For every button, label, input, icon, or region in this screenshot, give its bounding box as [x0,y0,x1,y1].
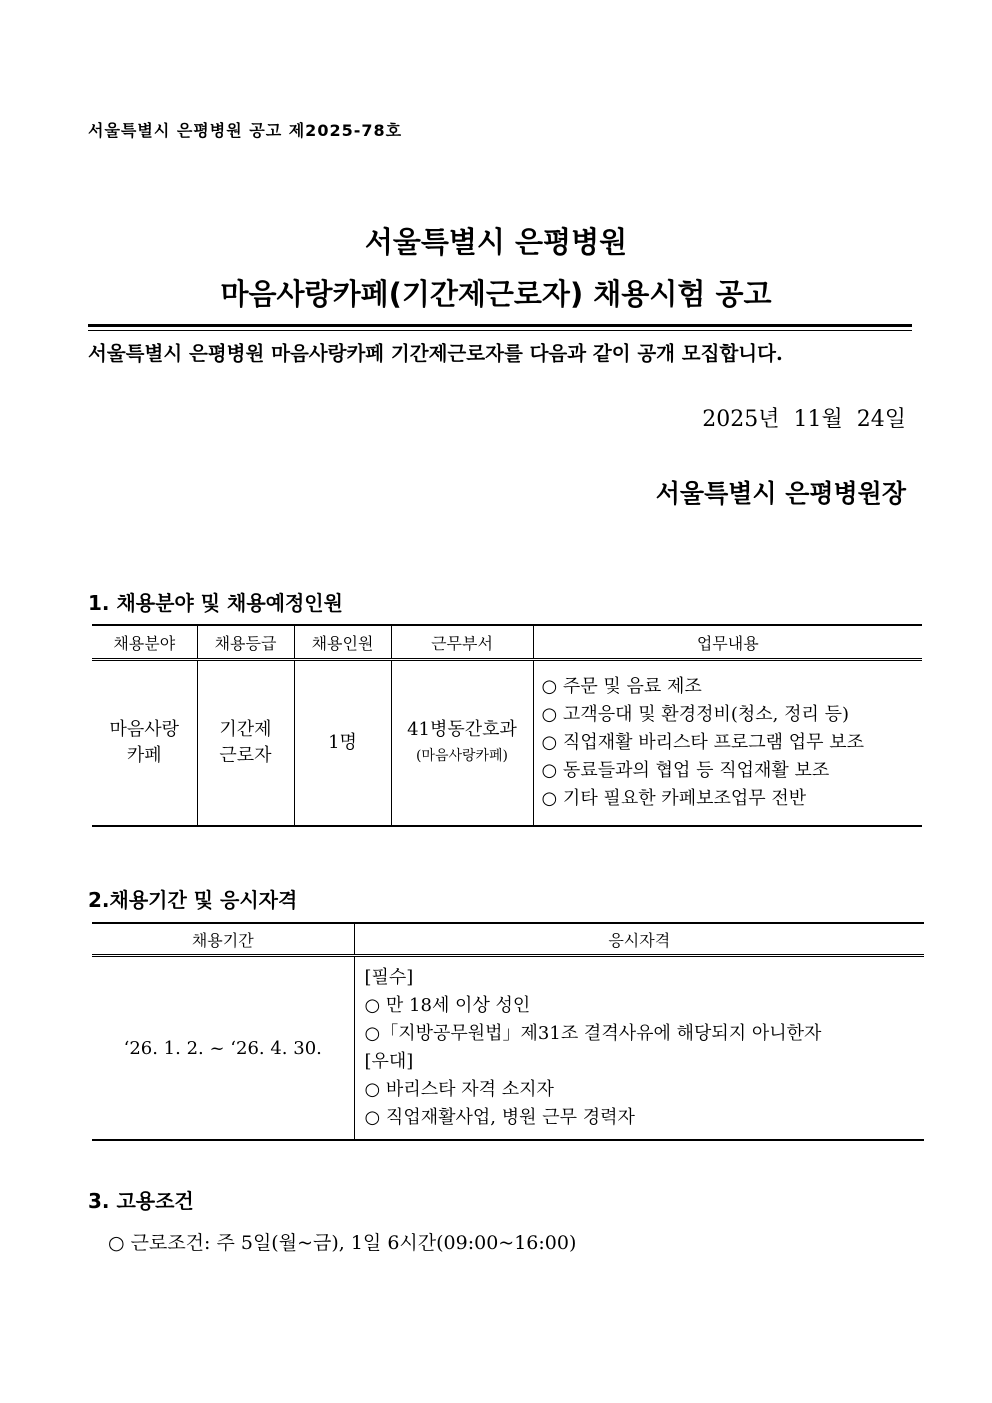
qualification-item: ○ 만 18세 이상 성인 [364,995,531,1016]
page-title-line2: 마음사랑카페(기간제근로자) 채용시험 공고 [220,277,772,311]
cell-headcount: 1명 [294,660,391,827]
col-department: 근무부서 [391,625,533,660]
notice-date: 2025년 11월 24일 [702,407,906,432]
duty-item: ○ 주문 및 음료 제조 [541,676,702,697]
intro-text: 서울특별시 은평병원 마음사랑카페 기간제근로자를 다음과 같이 공개 모집합니다. [88,342,783,365]
qualification-item: [우대] [364,1051,414,1072]
cell-period: ‘26. 1. 2. ~ ‘26. 4. 30. [92,956,354,1141]
grade-line1: 기간제 [219,719,272,740]
field-line2: 카페 [126,745,162,766]
cell-grade [197,660,294,827]
table-row [92,956,924,1141]
dept-line2: (마음사랑카페) [415,748,509,764]
recruitment-table [92,624,922,827]
notice-number: 서울특별시 은평병원 공고 제2025-78호 [88,121,403,140]
section1-heading: 1. 채용분야 및 채용예정인원 [88,591,343,615]
duty-item: ○ 직업재활 바리스타 프로그램 업무 보조 [541,732,865,753]
col-field: 채용분야 [92,625,197,660]
qualification-item: [필수] [364,967,414,988]
field-line1: 마음사랑 [109,719,180,740]
qualification-table [92,922,924,1141]
qualification-item: ○ 바리스타 자격 소지자 [364,1079,554,1100]
title-divider-thin [88,330,912,331]
col-qualifications: 응시자격 [354,923,924,956]
col-grade: 채용등급 [197,625,294,660]
col-period: 채용기간 [92,923,354,956]
cell-department [391,660,533,827]
cell-field [92,660,197,827]
cell-qualifications [354,956,924,1141]
page-title-line1: 서울특별시 은평병원 [364,225,628,259]
table-header-row [92,923,924,956]
qualification-item: ○「지방공무원법」제31조 결격사유에 해당되지 아니한자 [364,1023,822,1044]
signer: 서울특별시 은평병원장 [655,479,906,508]
col-duties: 업무내용 [533,625,922,660]
table-header-row [92,625,922,660]
table-row [92,660,922,827]
work-conditions: ○ 근로조건: 주 5일(월~금), 1일 6시간(09:00~16:00) [108,1232,577,1254]
duty-item: ○ 고객응대 및 환경정비(청소, 정리 등) [541,704,850,725]
grade-line2: 근로자 [219,745,272,766]
duty-item: ○ 기타 필요한 카페보조업무 전반 [541,788,807,809]
qualification-item: ○ 직업재활사업, 병원 근무 경력자 [364,1107,635,1128]
title-divider-thick [88,324,912,327]
col-headcount: 채용인원 [294,625,391,660]
dept-line1: 41병동간호과 [407,719,517,740]
duty-item: ○ 동료들과의 협업 등 직업재활 보조 [541,760,830,781]
section3-heading: 3. 고용조건 [88,1189,194,1213]
cell-duties [533,660,922,827]
section2-heading: 2.채용기간 및 응시자격 [88,888,298,912]
